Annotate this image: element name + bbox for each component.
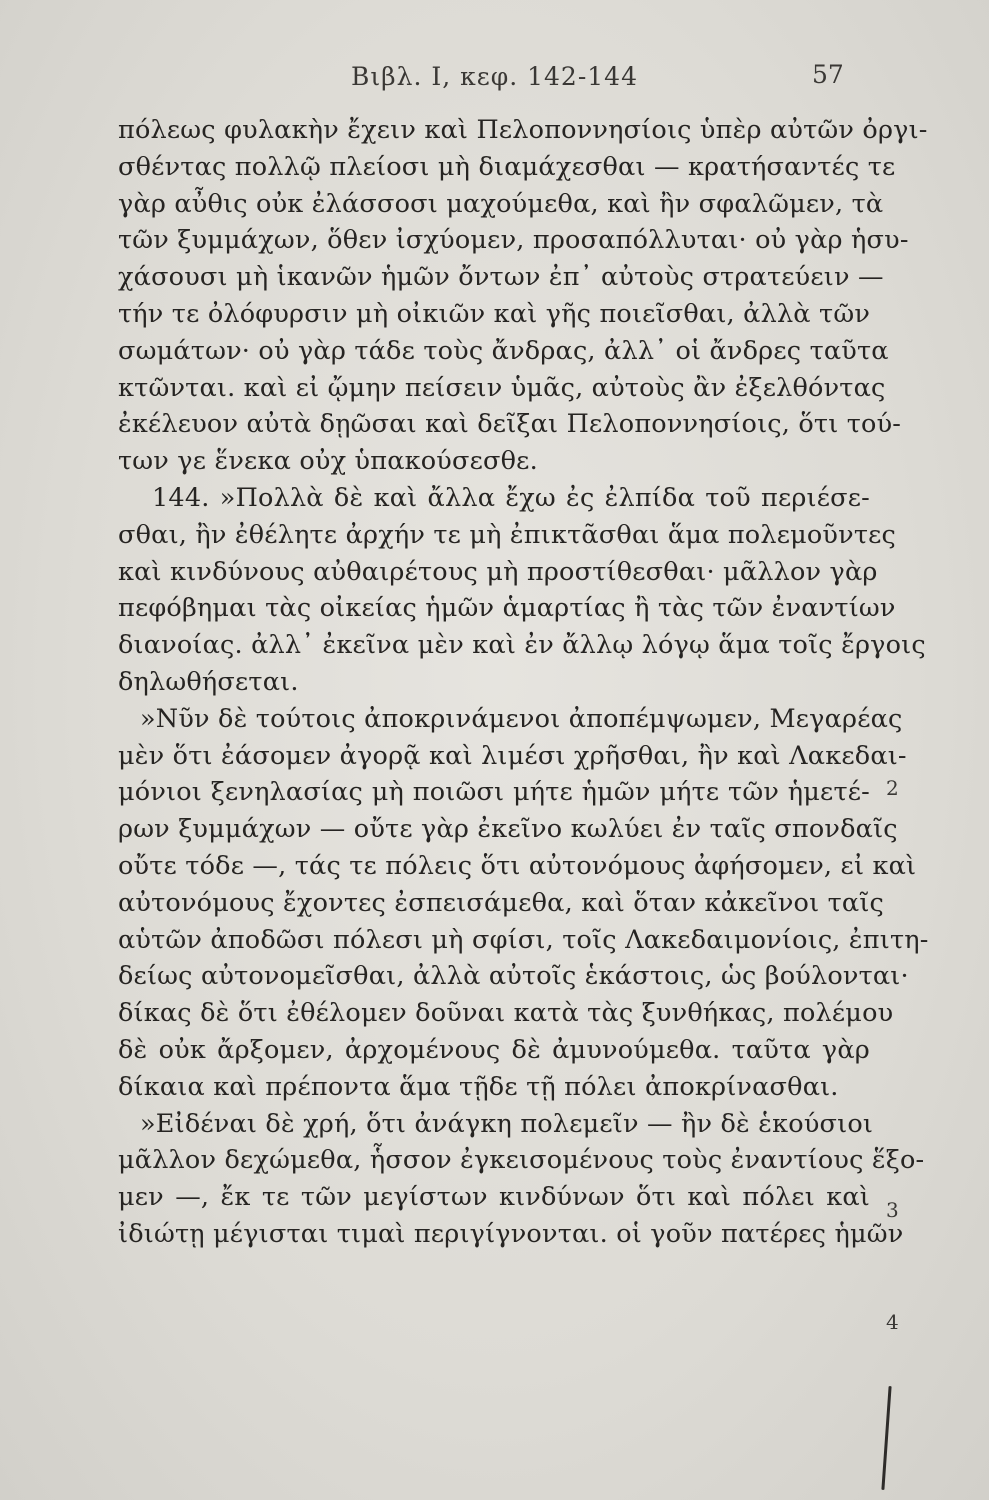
text-line: μὲν ὅτι ἐάσομεν ἀγορᾷ καὶ λιμέσι χρῆσθαι, ἢν καὶ Λακεδαι-: [118, 740, 907, 771]
text-line: τήν τε ὀλόφυρσιν μὴ οἰκιῶν καὶ γῆς ποιεῖσθαι, ἀλλὰ τῶν: [118, 298, 871, 329]
text-line: κτῶνται. καὶ εἰ ᾤμην πείσειν ὑμᾶς, αὐτοὺς ἂν ἐξελθόντας: [118, 372, 886, 403]
text-line: ἐκέλευον αὐτὰ δῃῶσαι καὶ δεῖξαι Πελοποννησίοις, ὅτι τού-: [118, 409, 902, 440]
text-line: τῶν ξυμμάχων, ὅθεν ἰσχύομεν, προσαπόλλυται· οὐ γὰρ ἡσυ-: [118, 225, 909, 256]
text-line: σθαι, ἢν ἐθέλητε ἀρχήν τε μὴ ἐπικτᾶσθαι ἅμα πολεμοῦντες: [118, 519, 897, 550]
chapter-start-line: 144. »Πολλὰ δὲ καὶ ἄλλα ἔχω ἐς ἐλπίδα τοῦ περιέσε-: [152, 482, 870, 513]
text-line: πόλεως φυλακὴν ἔχειν καὶ Πελοποννησίοις ὑπὲρ αὐτῶν ὀργι-: [118, 115, 928, 145]
text-line: δηλωθήσεται.: [118, 666, 299, 697]
text-line: ρων ξυμμάχων — οὔτε γὰρ ἐκεῖνο κωλύει ἐν ταῖς σπονδαῖς: [118, 814, 898, 845]
text-line: δείως αὐτονομεῖσθαι, ἀλλὰ αὐτοῖς ἑκάστοις, ὡς βούλονται·: [118, 961, 909, 992]
text-line: σωμάτων· οὐ γὰρ τάδε τοὺς ἄνδρας, ἀλλ᾽ οἱ ἄνδρες ταῦτα: [118, 335, 889, 366]
paragraph-start-line: »Νῦν δὲ τούτοις ἀποκρινάμενοι ἀποπέμψωμεν, Μεγαρέας: [140, 703, 903, 734]
text-line: γὰρ αὖθις οὐκ ἐλάσσοσι μαχούμεθα, καὶ ἢν σφαλῶμεν, τὰ: [118, 188, 884, 219]
text-line: καὶ κινδύνους αὐθαιρέτους μὴ προστίθεσθαι· μᾶλλον γὰρ: [118, 556, 878, 587]
text-line: δὲ οὐκ ἄρξομεν, ἀρχομένους δὲ ἀμυνούμεθα. ταῦτα γὰρ: [118, 1034, 870, 1065]
margin-pencil-mark: [881, 1386, 891, 1490]
text-line: αὑτῶν ἀποδῶσι πόλεσι μὴ σφίσι, τοῖς Λακεδαιμονίοις, ἐπιτη-: [118, 924, 929, 955]
margin-section-number: 2: [886, 776, 899, 800]
margin-section-number: 4: [886, 1310, 899, 1334]
running-head: Βιβλ. I, κεφ. 142-144: [351, 62, 638, 91]
margin-section-number: 3: [886, 1198, 899, 1222]
paragraph-start-line: »Εἰδέναι δὲ χρή, ὅτι ἀνάγκη πολεμεῖν — ἢν δὲ ἑκούσιοι: [140, 1108, 874, 1139]
text-line: χάσουσι μὴ ἱκανῶν ἡμῶν ὄντων ἐπ᾽ αὐτοὺς στρατεύειν —: [118, 262, 884, 293]
text-line: πεφόβημαι τὰς οἰκείας ἡμῶν ἁμαρτίας ἢ τὰς τῶν ἐναντίων: [118, 593, 896, 624]
text-line: ἰδιώτῃ μέγισται τιμαὶ περιγίγνονται. οἱ γοῦν πατέρες ἡμῶν: [118, 1218, 904, 1249]
text-line: σθέντας πολλῷ πλείοσι μὴ διαμάχεσθαι — κρατήσαντές τε: [118, 151, 896, 182]
text-line: δίκαια καὶ πρέποντα ἅμα τῇδε τῇ πόλει ἀποκρίνασθαι.: [118, 1071, 839, 1102]
text-line: μᾶλλον δεχώμεθα, ἧσσον ἐγκεισομένους τοὺς ἐναντίους ἕξο-: [118, 1145, 925, 1176]
text-line: αὐτονόμους ἔχοντες ἐσπεισάμεθα, καὶ ὅταν κἀκεῖνοι ταῖς: [118, 887, 885, 918]
text-line: διανοίας. ἀλλ᾽ ἐκεῖνα μὲν καὶ ἐν ἄλλῳ λόγῳ ἅμα τοῖς ἔργοις: [118, 630, 926, 661]
text-line: των γε ἕνεκα οὐχ ὑπακούσεσθε.: [118, 446, 538, 477]
text-line: μεν —, ἔκ τε τῶν μεγίστων κινδύνων ὅτι καὶ πόλει καὶ: [118, 1182, 870, 1213]
text-line: οὔτε τόδε —, τάς τε πόλεις ὅτι αὐτονόμους ἀφήσομεν, εἰ καὶ: [118, 850, 917, 881]
main-text: [118, 112, 929, 1253]
text-line: μόνιοι ξενηλασίας μὴ ποιῶσι μήτε ἡμῶν μήτε τῶν ἡμετέ-: [118, 777, 870, 808]
text-line: δίκας δὲ ὅτι ἐθέλομεν δοῦναι κατὰ τὰς ξυνθήκας, πολέμου: [118, 998, 894, 1029]
page-number: 57: [812, 60, 844, 89]
